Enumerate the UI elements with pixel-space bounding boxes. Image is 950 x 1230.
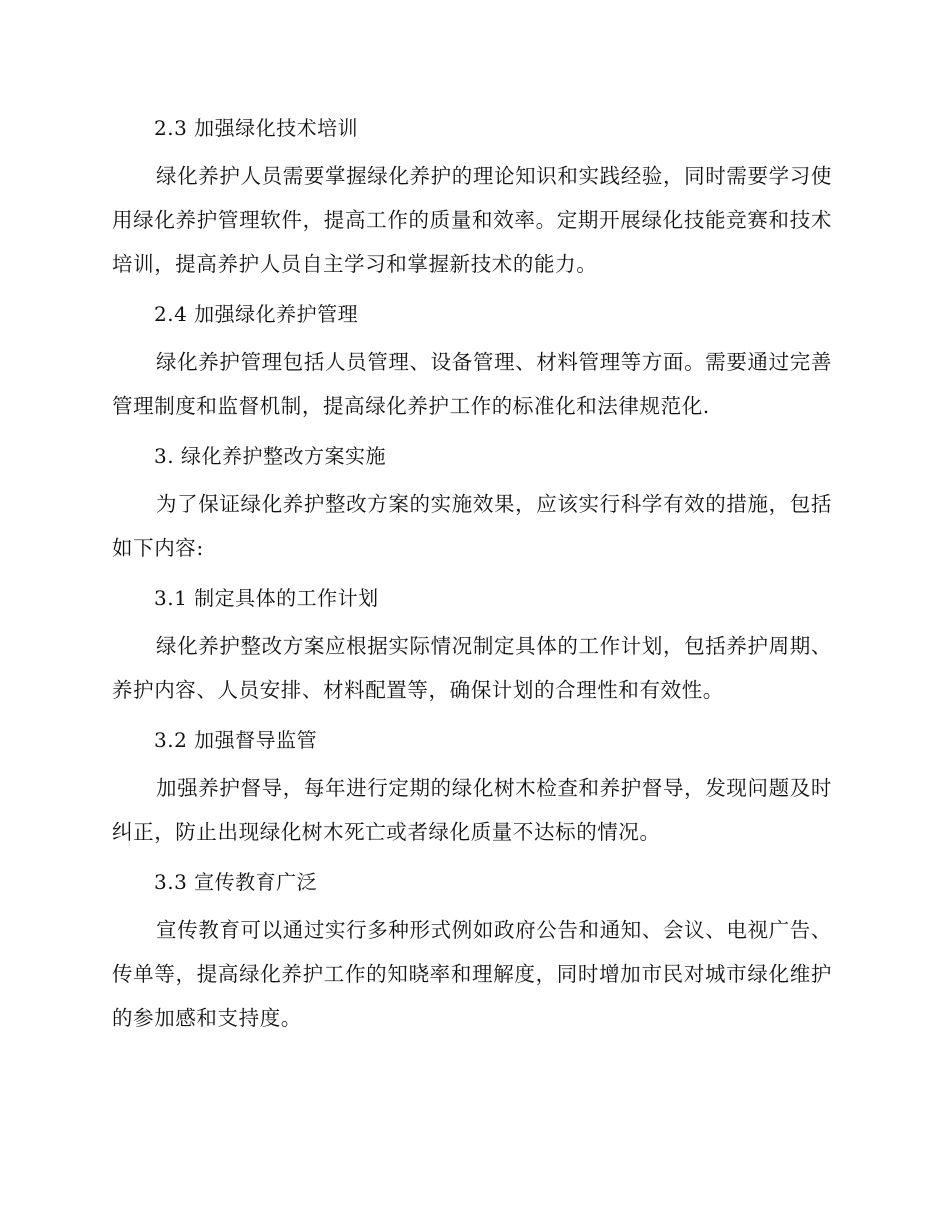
section-heading-3-1: 3.1 制定具体的工作计划 — [154, 586, 379, 610]
section-heading-3: 3. 绿化养护整改方案实施 — [154, 444, 386, 468]
section-heading-3-2: 3.2 加强督导监管 — [154, 728, 318, 752]
section-paragraph-3: 为了保证绿化养护整改方案的实施效果，应该实行科学有效的措施，包括如下内容: — [112, 492, 832, 560]
section-paragraph-3-2: 加强养护督导，每年进行定期的绿化树木检查和养护督导，发现问题及时纠正，防止出现绿化树木死亡或者绿化质量不达标的情况。 — [112, 776, 832, 844]
section-heading-2-3: 2.3 加强绿化技术培训 — [154, 116, 359, 140]
document-body — [112, 108, 832, 1048]
section-heading-3-3: 3.3 宣传教育广泛 — [154, 870, 318, 894]
section-paragraph-2-3: 绿化养护人员需要掌握绿化养护的理论知识和实践经验，同时需要学习使用绿化养护管理软件，提高工作的质量和效率。定期开展绿化技能竞赛和技术培训，提高养护人员自主学习和掌握新技术的能力。 — [112, 164, 832, 276]
section-paragraph-3-3: 宣传教育可以通过实行多种形式例如政府公告和通知、会议、电视广告、传单等，提高绿化养护工作的知晓率和理解度，同时增加市民对城市绿化维护的参加感和支持度。 — [112, 918, 832, 1030]
section-paragraph-3-1: 绿化养护整改方案应根据实际情况制定具体的工作计划，包括养护周期、养护内容、人员安排、材料配置等，确保计划的合理性和有效性。 — [112, 634, 832, 702]
section-heading-2-4: 2.4 加强绿化养护管理 — [154, 302, 359, 326]
section-paragraph-2-4: 绿化养护管理包括人员管理、设备管理、材料管理等方面。需要通过完善管理制度和监督机制，提高绿化养护工作的标准化和法律规范化. — [112, 350, 832, 418]
